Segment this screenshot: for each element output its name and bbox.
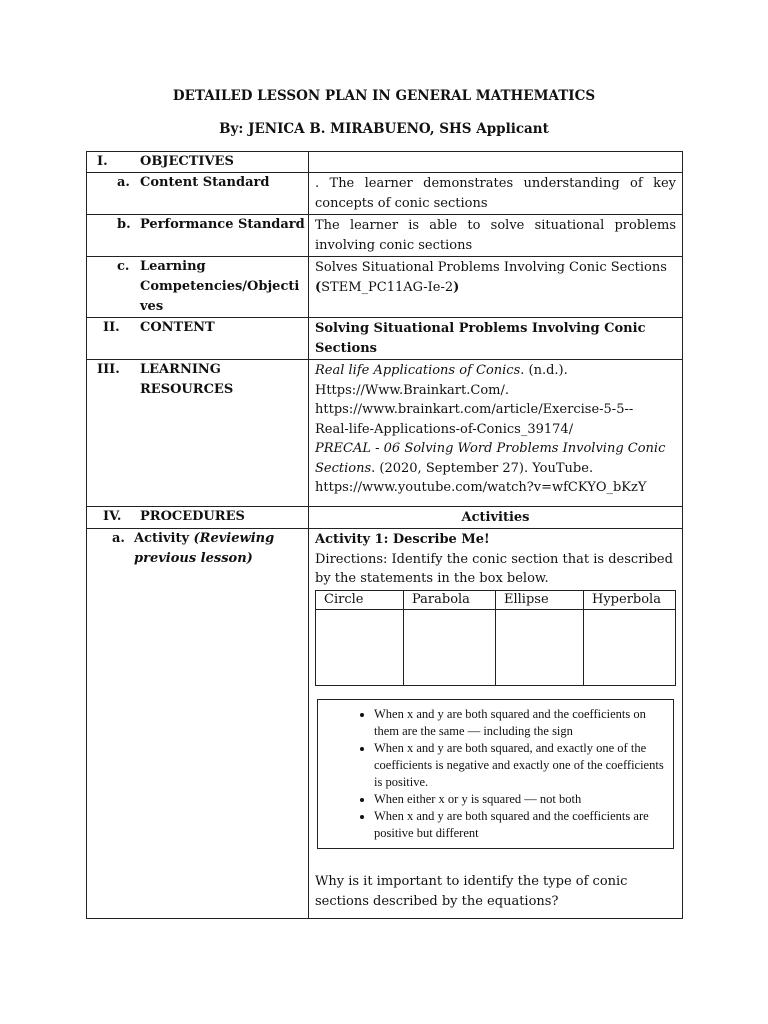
- activity-label-line1: [134, 529, 274, 549]
- performance-standard-label-cell: [87, 215, 309, 257]
- procedures-number: IV.: [103, 508, 122, 524]
- objectives-label-cell: [87, 152, 309, 173]
- competencies-code: STEM_PC11AG-Ie-2: [321, 279, 454, 295]
- content-standard-number: a.: [117, 175, 130, 190]
- reference-1-site: Https://Www.Brainkart.Com/.: [315, 382, 509, 398]
- reference-2-line2: [315, 459, 676, 479]
- row-activity: [87, 529, 683, 919]
- competencies-code-close: ): [453, 279, 460, 295]
- row-competencies: [87, 257, 683, 318]
- content-label: CONTENT: [140, 320, 215, 335]
- content-label-cell: [87, 318, 309, 360]
- resources-label-line1: LEARNING: [140, 362, 221, 377]
- header-hyperbola: Hyperbola: [584, 590, 676, 609]
- activity-label-paren-line2: previous lesson): [134, 551, 253, 566]
- header-circle: Circle: [316, 590, 404, 609]
- content-text: Solving Situational Problems Involving Conic Sections: [309, 318, 683, 360]
- procedures-label-cell: [87, 506, 309, 529]
- row-objectives: [87, 152, 683, 173]
- competencies-code-line: [315, 280, 459, 295]
- activities-header: Activities: [309, 506, 683, 529]
- answer-cell-parabola[interactable]: [404, 609, 496, 685]
- competencies-code-open: (: [315, 279, 322, 295]
- reference-1-year: . (n.d.).: [520, 363, 568, 378]
- resources-text-cell: [309, 360, 683, 507]
- conic-header-row: [316, 590, 676, 609]
- answer-cell-hyperbola[interactable]: [584, 609, 676, 685]
- conic-answer-table: [315, 590, 676, 686]
- statements-list: [326, 706, 665, 842]
- performance-standard-label: Performance Standard: [140, 217, 305, 232]
- performance-standard-text: The learner is able to solve situational problems involving conic sections: [309, 215, 683, 257]
- statement-item: • When x and y are both squared and the coefficients are positive but different: [374, 808, 665, 842]
- header-parabola: Parabola: [404, 590, 496, 609]
- reference-1-title: Real life Applications of Conics: [315, 363, 521, 378]
- objectives-value-cell: [309, 152, 683, 173]
- objectives-label: OBJECTIVES: [140, 154, 234, 169]
- activity-content-cell: [309, 529, 683, 919]
- lesson-plan-table: [86, 151, 683, 919]
- document-title: DETAILED LESSON PLAN IN GENERAL MATHEMATICS: [172, 88, 596, 104]
- resources-label-cell: [87, 360, 309, 507]
- competencies-label-line2: Competencies/Objecti: [140, 279, 300, 294]
- row-content-standard: [87, 173, 683, 215]
- row-procedures: [87, 506, 683, 529]
- objectives-number: I.: [97, 154, 108, 169]
- header-ellipse: Ellipse: [496, 590, 584, 609]
- reference-1-url-line1: https://www.brainkart.com/article/Exercise-5-5--: [315, 402, 634, 417]
- reference-1-line: [315, 361, 676, 381]
- competencies-text: Solves Situational Problems Involving Conic Sections: [315, 260, 667, 275]
- conic-answer-row: [316, 609, 676, 685]
- row-performance-standard: [87, 215, 683, 257]
- row-content: [87, 318, 683, 360]
- activity-label-paren-line1: (Reviewing: [193, 531, 275, 546]
- reference-2-url: https://www.youtube.com/watch?v=wfCKYO_bKzY: [315, 480, 647, 495]
- reference-2-title-line2: Sections: [315, 460, 372, 476]
- performance-standard-number: b.: [117, 217, 131, 232]
- answer-cell-circle[interactable]: [316, 609, 404, 685]
- content-standard-label: Content Standard: [140, 175, 270, 190]
- resources-number: III.: [97, 362, 120, 377]
- competencies-label-line1: Learning: [140, 259, 206, 274]
- activity-number: a.: [112, 531, 125, 546]
- competencies-label-cell: [87, 257, 309, 318]
- activity-directions: Directions: Identify the conic section that is described by the statements in the box below.: [315, 551, 673, 586]
- statement-item: • When x and y are both squared, and exactly one of the coefficients is negative and exactly one of the coefficients is positive.: [374, 740, 665, 791]
- statement-item: • When either x or y is squared — not both: [374, 791, 665, 808]
- activity-title: Activity 1: Describe Me!: [315, 532, 490, 547]
- document-byline: By: JENICA B. MIRABUENO, SHS Applicant: [219, 121, 549, 137]
- statements-box: [317, 699, 674, 849]
- reference-2-date: . (2020, September 27). YouTube.: [371, 460, 594, 476]
- competencies-label-line3: ves: [140, 299, 164, 314]
- activity-label: Activity: [134, 531, 189, 546]
- activity-label-cell: [87, 529, 309, 919]
- procedures-label: PROCEDURES: [140, 508, 245, 524]
- resources-label-line2: RESOURCES: [140, 382, 234, 397]
- reference-1-url-line2: Real-life-Applications-of-Conics_39174/: [315, 421, 574, 437]
- reference-2-title-line1: PRECAL - 06 Solving Word Problems Involving Conic: [315, 441, 666, 456]
- content-number: II.: [103, 320, 120, 335]
- statement-item: • When x and y are both squared and the coefficients on them are the same — including the sign: [374, 706, 665, 740]
- competencies-text-cell: [309, 257, 683, 318]
- activity-question: Why is it important to identify the type of conic sections described by the equations?: [315, 873, 628, 909]
- row-resources: [87, 360, 683, 507]
- content-standard-label-cell: [87, 173, 309, 215]
- content-standard-text: . The learner demonstrates understanding of key concepts of conic sections: [309, 173, 683, 215]
- competencies-number: c.: [117, 259, 130, 274]
- answer-cell-ellipse[interactable]: [496, 609, 584, 685]
